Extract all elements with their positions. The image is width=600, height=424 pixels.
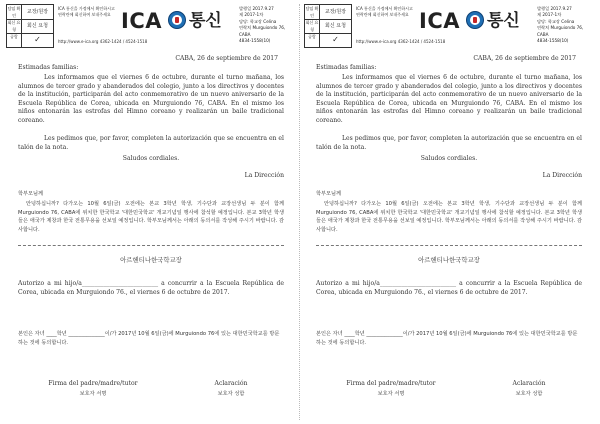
meta-line: 제 2017-1차	[239, 12, 264, 18]
korean-paragraph	[316, 200, 582, 234]
approval-label: 담임 확인	[7, 6, 21, 18]
school-emblem-icon	[466, 11, 484, 29]
approval-label: 담임 확인	[305, 6, 319, 18]
notice-sheet-right	[304, 0, 594, 424]
name-field	[176, 380, 286, 397]
paragraph-text: 안녕하십니까? 다가오는 10월 6일(금) 오전에는 본교 3학년 학생, 기수단과 교장선생님 두 분이 함께 Murguiondo 76, CABA에 위치한 한국학교 '대한민국학교' 개교기념일 행사에 참석할 예정입니다. 본교 3학년 학생들은 애국가 제창과 한국 전통무용을 선보일 예정입니다. 학부모님께서는 아래의 동의서를 작성해 주시기 바랍니다. 감사합니다.	[316, 201, 582, 233]
meta-line: 연락처 Murguiondo 76, CABA	[239, 25, 286, 37]
approval-box	[6, 4, 54, 48]
approval-value: 교장/원장	[324, 9, 346, 15]
korean-paragraph	[18, 200, 284, 234]
letter-paragraph	[316, 135, 582, 152]
paragraph-text: 안녕하십니까? 다가오는 10월 6일(금) 오전에는 본교 3학년 학생, 기수단과 교장선생님 두 분이 함께 Murguiondo 76, CABA에 위치한 한국학교 '대한민국학교' 개교기념일 행사에 참석할 예정입니다. 본교 3학년 학생들은 애국가 제창과 한국 전통무용을 선보일 예정입니다. 학부모님께서는 아래의 동의서를 작성해 주시기 바랍니다. 감사합니다.	[18, 201, 284, 233]
name-label: Aclaración	[214, 380, 248, 387]
paragraph-text: Les informamos que el viernes 6 de octubre, durante el turno mañana, los alumnos de tercer grado y abanderados del colegio, junto a los directivos y docentes de la institución, participarán del acto conmemorativo de un nuevo aniversario de la Escuela República de Corea, ubicada en Murguiondo 76, CABA. En el mismo los niños entonarán las estrofas del Himno coreano y realizarán un baile tradicional coreano.	[18, 74, 284, 124]
check-icon: ✓	[34, 35, 41, 44]
contact-line: http://www.e-ica.org 4362-1424 / 4524-1518	[58, 39, 148, 44]
notice-sheet-left	[6, 0, 296, 424]
letter-closing: Saludos cordiales.	[420, 155, 478, 162]
approval-label: 공람	[305, 33, 320, 47]
authorization-text: Autorizo a mi hijo/a_________________________ a concurrir a la Escuela República de Corea, ubicada en Murguiondo 76., el viernes 6 de octubre de 2017.	[316, 280, 582, 296]
name-field	[474, 380, 584, 397]
meta-line: 4834-1558(10)	[537, 38, 569, 44]
letter-signoff: La Dirección	[244, 172, 284, 179]
logo-text-ica: ICA	[121, 9, 162, 33]
issue-meta	[239, 6, 293, 44]
ica-logo	[419, 8, 537, 36]
logo-text-tongsin: 통신	[189, 11, 222, 31]
header-note: ICA 통신을 가정에서 확인하시고 연락란에 회신하여 보내주세요	[356, 6, 413, 17]
approval-value: 회신 요청	[325, 23, 346, 29]
logo-text-ica: ICA	[419, 9, 460, 33]
signature-label: Firma del padre/madre/tutor	[48, 380, 138, 387]
page-divider	[299, 4, 300, 420]
name-label-korean: 보호자 성함	[515, 391, 543, 397]
authorization-text-korean: 본인은 자녀 ____학년 ______________이/가 2017년 10월 6일(금)에 Murguiondo 76에 있는 대한민국학교를 방문하는 것에 동의합니다.	[18, 331, 280, 346]
cut-line	[18, 245, 284, 246]
letter-salutation: Estimadas familias:	[316, 64, 377, 71]
paragraph-text: Les pedimos que, por favor, completen la autorización que se encuentra en el talón de la nota.	[18, 135, 284, 151]
paragraph-text: Les informamos que el viernes 6 de octubre, durante el turno mañana, los alumnos de tercer grado y abanderados del colegio, junto a los directivos y docentes de la institución, participarán del acto conmemorativo de un nuevo aniversario de la Escuela República de Corea, ubicada en Murguiondo 76, CABA. En el mismo los niños entonarán las estrofas del Himno coreano y realizarán un baile tradicional coreano.	[316, 74, 582, 124]
cut-line	[316, 245, 582, 246]
signature-field	[18, 380, 168, 397]
letter-closing: Saludos cordiales.	[122, 155, 180, 162]
issue-meta	[537, 6, 591, 44]
letter-signoff: La Dirección	[542, 172, 582, 179]
slip-title: 아르헨티나한국학교장	[418, 256, 480, 264]
signature-field	[316, 380, 466, 397]
notice-header	[304, 4, 588, 50]
letter-paragraph	[18, 135, 284, 152]
signature-label-korean: 보호자 서명	[377, 391, 405, 397]
meta-line: 제 2017-1차	[537, 12, 562, 18]
paragraph-text: Les pedimos que, por favor, completen la autorización que se encuentra en el talón de la nota.	[316, 135, 582, 151]
korean-greeting: 학부모님께	[316, 191, 342, 197]
meta-line: 담당: 학교장 Celina	[537, 18, 575, 24]
name-label: Aclaración	[512, 380, 546, 387]
approval-label: 회신 요청	[305, 20, 319, 32]
korean-greeting: 학부모님께	[18, 191, 44, 197]
meta-line: 발행일 2017.9.27	[239, 6, 274, 11]
authorization-text-korean: 본인은 자녀 ____학년 ______________이/가 2017년 10월 6일(금)에 Murguiondo 76에 있는 대한민국학교를 방문하는 것에 동의합니다.	[316, 331, 578, 346]
letter-paragraph	[18, 74, 284, 125]
signature-label-korean: 보호자 서명	[79, 391, 107, 397]
notice-header	[6, 4, 290, 50]
meta-line: 발행일 2017.9.27	[537, 6, 572, 11]
approval-value: 회신 요청	[27, 23, 48, 29]
header-note: ICA 통신을 가정에서 확인하시고 연락란에 회신하여 보내주세요	[58, 6, 115, 17]
name-label-korean: 보호자 성함	[217, 391, 245, 397]
logo-text-tongsin: 통신	[487, 11, 520, 31]
slip-title: 아르헨티나한국학교장	[120, 256, 182, 264]
approval-box	[304, 4, 352, 48]
ica-logo	[121, 8, 239, 36]
letter-date: CABA, 26 de septiembre de 2017	[473, 55, 576, 62]
meta-line: 연락처 Murguiondo 76, CABA	[537, 25, 584, 37]
contact-line: http://www.e-ica.org 4362-1424 / 4524-1518	[356, 39, 446, 44]
school-emblem-icon	[168, 11, 186, 29]
signature-label: Firma del padre/madre/tutor	[346, 380, 436, 387]
meta-line: 담당: 학교장 Celina	[239, 18, 277, 24]
approval-value: 교장/원장	[26, 9, 48, 15]
meta-line: 4834-1558(10)	[239, 38, 271, 44]
approval-label: 공람	[7, 33, 22, 47]
letter-date: CABA, 26 de septiembre de 2017	[175, 55, 278, 62]
letter-paragraph	[316, 74, 582, 125]
approval-label: 회신 요청	[7, 20, 21, 32]
check-icon: ✓	[332, 35, 339, 44]
authorization-text: Autorizo a mi hijo/a_________________________ a concurrir a la Escuela República de Corea, ubicada en Murguiondo 76., el viernes 6 de octubre de 2017.	[18, 280, 284, 296]
letter-salutation: Estimadas familias:	[18, 64, 79, 71]
